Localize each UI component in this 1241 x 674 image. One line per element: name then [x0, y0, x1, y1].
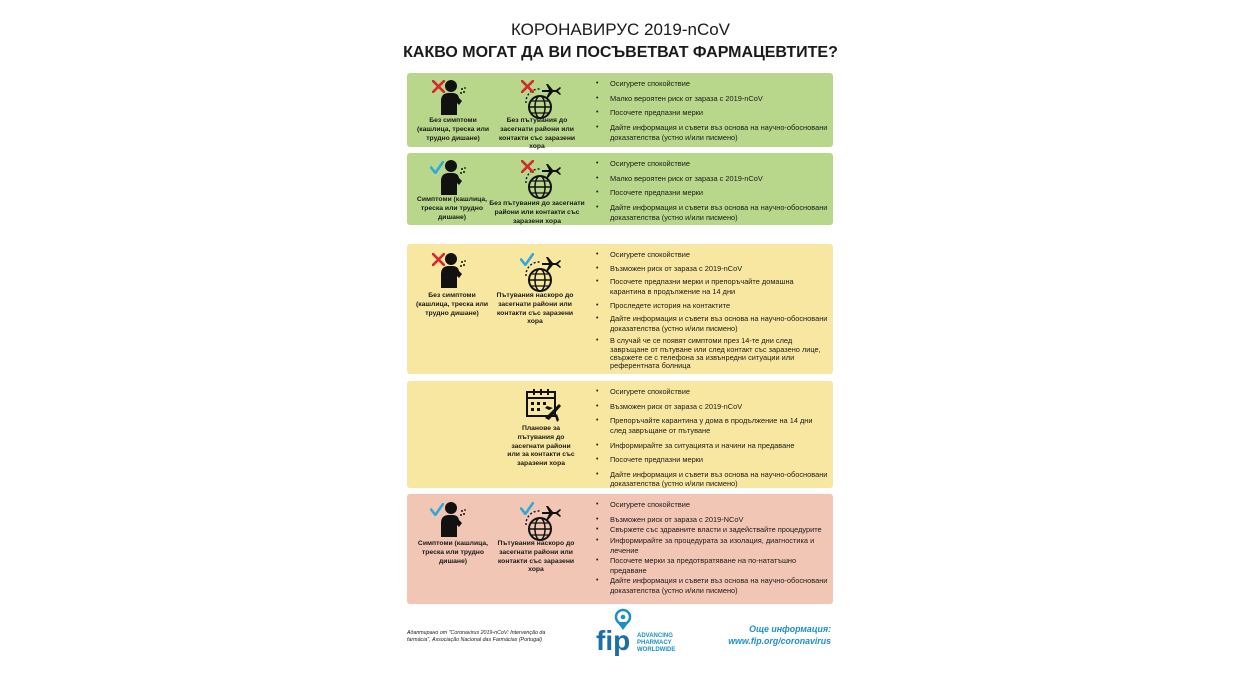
check-mark-icon	[430, 161, 444, 174]
tagline-line: ADVANCING	[637, 633, 673, 639]
tagline-line: WORLDWIDE	[637, 646, 676, 653]
advice-list	[596, 79, 828, 142]
list-item: • Осигурете спокойствие	[596, 500, 828, 510]
travel-calendar-icon	[525, 388, 563, 422]
cross-mark-icon	[521, 80, 534, 93]
list-item: • Посочете предпазни мерки и препоръчайте домашна карантина в продължение на 14 дни	[596, 277, 828, 296]
list-item: • Малко вероятен риск от зараза с 2019-nCoV	[596, 174, 828, 184]
list-item: • Посочете предпазни мерки	[596, 455, 828, 465]
page-subtitle: КАКВО МОГАТ ДА ВИ ПОСЪВЕТВАТ ФАРМАЦЕВТИТЕ?	[403, 44, 838, 61]
more-info-label: Още информация:	[749, 624, 831, 634]
list-item: • Информирайте за процедурата за изолация, диагностика и лечение	[596, 536, 828, 555]
list-item: • Посочете предпазни мерки	[596, 108, 828, 118]
travel-caption: Без пътувания до засегнати райони или контакти със заразени хора	[498, 117, 576, 151]
more-info-link[interactable]: www.fip.org/coronavirus	[728, 635, 831, 646]
travel-caption: Пътувания наскоро до засегнати райони или контакти със заразени хора	[497, 540, 575, 574]
advice-list	[596, 250, 828, 370]
cross-mark-icon	[521, 160, 534, 173]
travel-caption: Пътувания наскоро до засегнати райони или контакти със заразени хора	[496, 292, 574, 326]
cross-mark-icon	[432, 253, 445, 266]
symptom-caption: Без симптоми (кашлица, треска или трудно дишане)	[416, 117, 490, 142]
list-item: • Информирайте за ситуацията и начини на предаване	[596, 441, 828, 451]
fip-tagline	[637, 633, 675, 654]
advice-card-2	[407, 153, 833, 225]
check-mark-icon	[520, 502, 534, 515]
symptom-caption: Симптоми (кашлица, треска или трудно дишане)	[417, 540, 489, 565]
list-item: • Дайте информация и съвети въз основа на научно-обосновани доказателства (устно и/или писмено)	[596, 314, 828, 333]
advice-card-1	[407, 73, 833, 151]
list-item: • Осигурете спокойствие	[596, 387, 828, 397]
fip-logo	[595, 608, 637, 658]
advice-list	[596, 387, 828, 489]
symptom-caption: Симптоми (кашлица, треска или трудно дишане)	[416, 196, 488, 221]
list-item: • Дайте информация и съвети въз основа на научно-обосновани доказателства (устно и/или писмено)	[596, 470, 828, 489]
advice-card-3	[407, 244, 833, 374]
advice-card-4	[407, 381, 833, 488]
check-mark-icon	[520, 253, 534, 266]
advice-card-5	[407, 494, 833, 604]
list-item: • Малко вероятен риск от зараза с 2019-nCoV	[596, 94, 828, 104]
fip-logo-text: fip	[596, 625, 631, 656]
list-item: • Възможен риск от зараза с 2019-nCoV	[596, 264, 828, 274]
list-item: • В случай че се появят симптоми през 14-те дни след завръщане от пътуване или след контакт със заразено лице, свържете се с телефона за извънредни ситуации или референтната болница	[596, 337, 828, 370]
list-item: • Посочете мерки за предотвратяване на по-нататъшно предаване	[596, 556, 828, 575]
list-item: • Дайте информация и съвети въз основа на научно-обосновани доказателства (устно и/или писмено)	[596, 123, 828, 142]
list-item: • Препоръчайте карантина у дома в продължение на 14 дни след завръщане от пътуване	[596, 416, 828, 435]
symptom-caption: Без симптоми (кашлица, треска или трудно дишане)	[415, 292, 489, 317]
advice-list	[596, 159, 828, 222]
more-info	[720, 624, 831, 648]
list-item: • Свържете със здравните власти и задействайте процедурите	[596, 525, 828, 535]
advice-list	[596, 500, 828, 596]
source-note: Адаптирано от "Coronavirus 2019-nCoV: Intervenção da farmácia", Associação Nacional das Farmácias (Portugal)	[407, 630, 546, 644]
list-item: • Посочете предпазни мерки	[596, 188, 828, 198]
cross-mark-icon	[432, 80, 445, 93]
travel-caption: Без пътувания до засегнати райони или контакти със заразени хора	[489, 200, 585, 225]
page-title: КОРОНАВИРУС 2019-nCoV	[510, 20, 731, 39]
list-item: • Осигурете спокойствие	[596, 250, 828, 260]
list-item: • Осигурете спокойствие	[596, 79, 828, 89]
list-item: • Възможен риск от зараза с 2019-NCoV	[596, 515, 828, 525]
list-item: • Възможен риск от зараза с 2019-nCoV	[596, 402, 828, 412]
list-item: • Дайте информация и съвети въз основа на научно-обосновани доказателства (устно и/или писмено)	[596, 576, 828, 595]
list-item: • Дайте информация и съвети въз основа на научно-обосновани доказателства (устно и/или писмено)	[596, 203, 828, 222]
list-item: • Проследете история на контактите	[596, 301, 828, 311]
check-mark-icon	[430, 503, 444, 516]
list-item: • Осигурете спокойствие	[596, 159, 828, 169]
travel-plans-caption: Планове за пътувания до засегнати райони или за контакти със заразени хора	[507, 425, 575, 468]
tagline-line: PHARMACY	[637, 639, 672, 646]
